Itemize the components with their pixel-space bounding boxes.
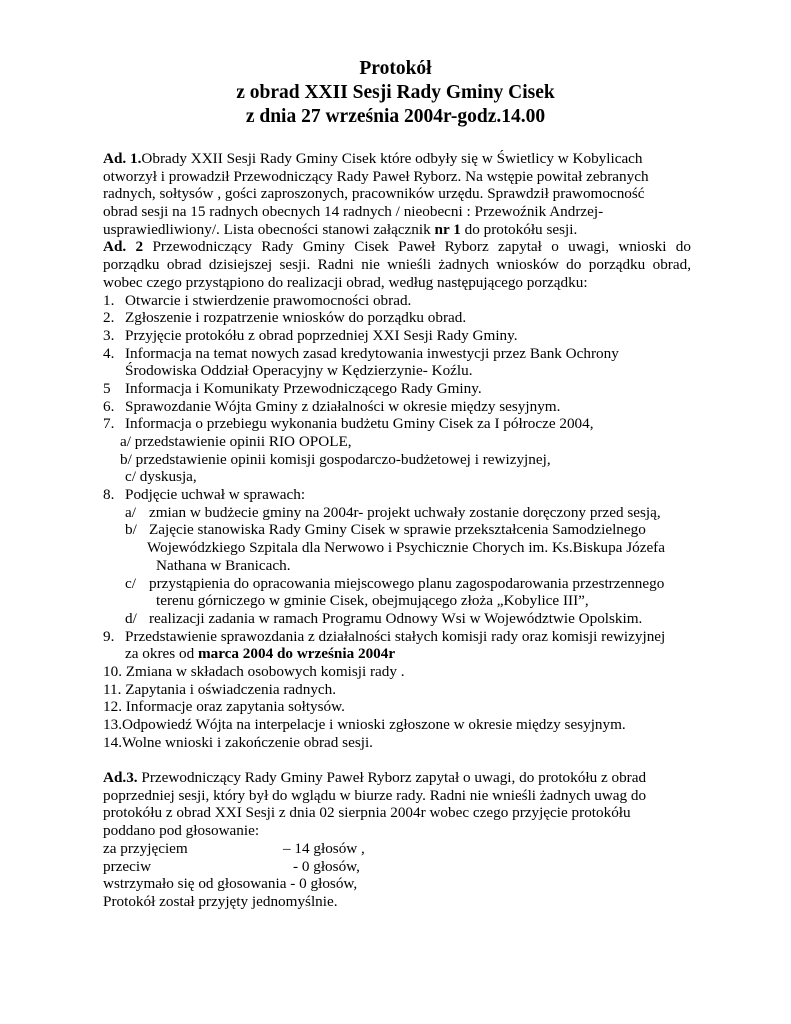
sub-number: d/	[125, 609, 137, 627]
section-ad1	[103, 150, 691, 238]
list-text: Informacja o przebiegu wykonania budżetu Gminy Cisek za I półrocze 2004,	[125, 415, 594, 433]
ad3-line-3: protokółu z obrad XXI Sesji z dnia 02 sierpnia 2004r wobec czego przyjęcie protokółu	[103, 804, 631, 822]
ad2-line-3: wobec czego przystąpiono do realizacji obrad, według następującego porządku:	[103, 273, 588, 291]
ad1-line-5	[103, 221, 691, 239]
list-number: 1.	[103, 291, 115, 309]
list-number: 2.	[103, 309, 115, 327]
ad3-line-1	[103, 769, 691, 787]
title-line-3: z dnia 27 września 2004r-godz.14.00	[245, 106, 546, 127]
sub-item: c/ dyskusja,	[125, 468, 197, 486]
list-text: Otwarcie i stwierdzenie prawomocności obrad.	[125, 291, 412, 309]
sub-text: Zajęcie stanowiska Rady Gminy Cisek w sprawie przekształcenia Samodzielnego	[149, 521, 646, 539]
list-number: 5	[103, 379, 111, 397]
list-item	[103, 628, 691, 646]
list-item	[103, 380, 691, 398]
vote-abstain: wstrzymało się od głosowania - 0 głosów,	[103, 875, 358, 893]
ad3-line-4: poddano pod głosowanie:	[103, 822, 260, 840]
sub-item	[103, 521, 691, 539]
title-line-2: z obrad XXII Sesji Rady Gminy Cisek	[236, 82, 555, 103]
vote-for-value: – 14 głosów ,	[283, 839, 365, 857]
list-text: Zgłoszenie i rozpatrzenie wniosków do porządku obrad.	[125, 309, 467, 327]
sub-item-continuation: Nathana w Branicach.	[156, 556, 291, 574]
ad1-text-5c: do protokółu sesji.	[460, 220, 578, 238]
list-number: 7.	[103, 415, 115, 433]
list-number: 6.	[103, 397, 115, 415]
list-text: Przedstawienie sprawozdania z działalności stałych komisji rady oraz komisji rewizyjnej	[125, 627, 666, 645]
ad2-label: Ad. 2	[103, 238, 144, 256]
sub-item	[103, 610, 691, 628]
section-ad2	[103, 238, 691, 291]
list-item	[103, 398, 691, 416]
list-item: 14.Wolne wnioski i zakończenie obrad sesji.	[103, 733, 373, 751]
sub-item	[103, 504, 691, 522]
list-item	[103, 292, 691, 310]
list-item-continuation	[103, 645, 691, 663]
sub-text: przystąpienia do opracowania miejscowego planu zagospodarowania przestrzennego	[149, 574, 665, 592]
ad1-text-1: Obrady XXII Sesji Rady Gminy Cisek które odbyły się w Świetlicy w Kobylicach	[141, 150, 643, 167]
spacer	[103, 751, 691, 769]
section-ad3	[103, 769, 691, 911]
sub-text: realizacji zadania w ramach Programu Odnowy Wsi w Województwie Opolskim.	[149, 609, 643, 627]
sub-text: zmian w budżecie gminy na 2004r- projekt uchwały zostanie doręczony przed sesją,	[149, 503, 661, 521]
list-number: 4.	[103, 344, 115, 362]
list-text: Informacja na temat nowych zasad kredytowania inwestycji przez Bank Ochrony	[125, 344, 619, 362]
document-body	[103, 150, 691, 911]
item9-text: za okres od	[125, 645, 198, 663]
sub-number: b/	[125, 521, 137, 539]
ad2-line-1	[103, 238, 691, 256]
vote-for-label: za przyjęciem	[103, 839, 188, 857]
document-title	[0, 57, 791, 129]
sub-item: b/ przedstawienie opinii komisji gospodarczo-budżetowej i rewizyjnej,	[120, 450, 551, 468]
ad2-line-2: porządku obrad dzisiejszej sesji. Radni nie wnieśli żadnych wniosków do porządku obrad,	[103, 256, 691, 274]
title-line-1: Protokół	[359, 58, 432, 79]
vote-result: Protokół został przyjęty jednomyślnie.	[103, 892, 338, 910]
list-number: 9.	[103, 627, 115, 645]
ad2-text-1: Przewodniczący Rady Gminy Cisek Paweł Ryborz zapytał o uwagi, wnioski do	[143, 238, 691, 256]
list-item: 10. Zmiana w składach osobowych komisji rady .	[103, 662, 405, 680]
attachment-ref: nr 1	[434, 220, 461, 238]
vote-against	[103, 858, 691, 876]
report-period: marca 2004 do września 2004r	[197, 645, 396, 663]
sub-item	[103, 575, 691, 593]
list-text: Sprawozdanie Wójta Gminy z działalności w okresie między sesyjnym.	[125, 397, 561, 415]
sub-item: a/ przedstawienie opinii RIO OPOLE,	[120, 433, 352, 450]
list-number: 3.	[103, 326, 115, 344]
ad1-line-1	[103, 150, 691, 168]
list-item	[103, 309, 691, 327]
sub-item-continuation: terenu górniczego w gminie Cisek, obejmującego złoża „Kobylice III”,	[156, 592, 589, 610]
list-text: Przyjęcie protokółu z obrad poprzedniej XXI Sesji Rady Gminy.	[125, 326, 518, 344]
list-number: 8.	[103, 486, 115, 504]
ad1-label: Ad. 1.	[103, 150, 142, 167]
list-text: Podjęcie uchwał w sprawach:	[125, 486, 306, 504]
ad3-label: Ad.3.	[103, 769, 138, 787]
list-item-continuation: Środowiska Oddział Operacyjny w Kędzierzynie- Koźlu.	[125, 362, 473, 380]
sub-item-continuation: Wojewódzkiego Szpitala dla Nerwowo i Psychicznie Chorych im. Ks.Biskupa Józefa	[147, 539, 665, 557]
list-item: 13.Odpowiedź Wójta na interpelacje i wnioski zgłoszone w okresie między sesyjnym.	[103, 716, 626, 733]
list-text: Informacja i Komunikaty Przewodniczącego Rady Gminy.	[125, 379, 482, 397]
ad3-text-1: Przewodniczący Rady Gminy Paweł Ryborz zapytał o uwagi, do protokółu z obrad	[137, 769, 647, 787]
list-item	[103, 327, 691, 345]
ad1-line-4: obrad sesji na 15 radnych obecnych 14 radnych / nieobecni : Przewoźnik Andrzej-	[103, 203, 604, 221]
ad1-line-3: radnych, sołtysów , gości zaproszonych, pracowników urzędu. Sprawdził prawomocność	[103, 185, 645, 203]
sub-number: c/	[125, 574, 136, 592]
ad3-line-2: poprzedniej sesji, który był do wglądu w biurze rady. Radni nie wnieśli żadnych uwag do	[103, 786, 647, 804]
list-item	[103, 345, 691, 363]
list-item: 12. Informacje oraz zapytania sołtysów.	[103, 698, 345, 716]
vote-against-label: przeciw	[103, 857, 152, 875]
ad1-line-2: otworzył i prowadził Przewodniczący Rady Paweł Ryborz. Na wstępie powitał zebranych	[103, 167, 649, 185]
ad1-text-5a: usprawiedliwiony/. Lista obecności stanowi załącznik	[103, 220, 435, 238]
sub-number: a/	[125, 503, 136, 521]
list-item	[103, 415, 691, 433]
list-item	[103, 486, 691, 504]
agenda-list	[103, 292, 691, 752]
vote-for	[103, 840, 691, 858]
list-item: 11. Zapytania i oświadczenia radnych.	[103, 680, 337, 698]
vote-against-value: - 0 głosów,	[293, 857, 360, 875]
